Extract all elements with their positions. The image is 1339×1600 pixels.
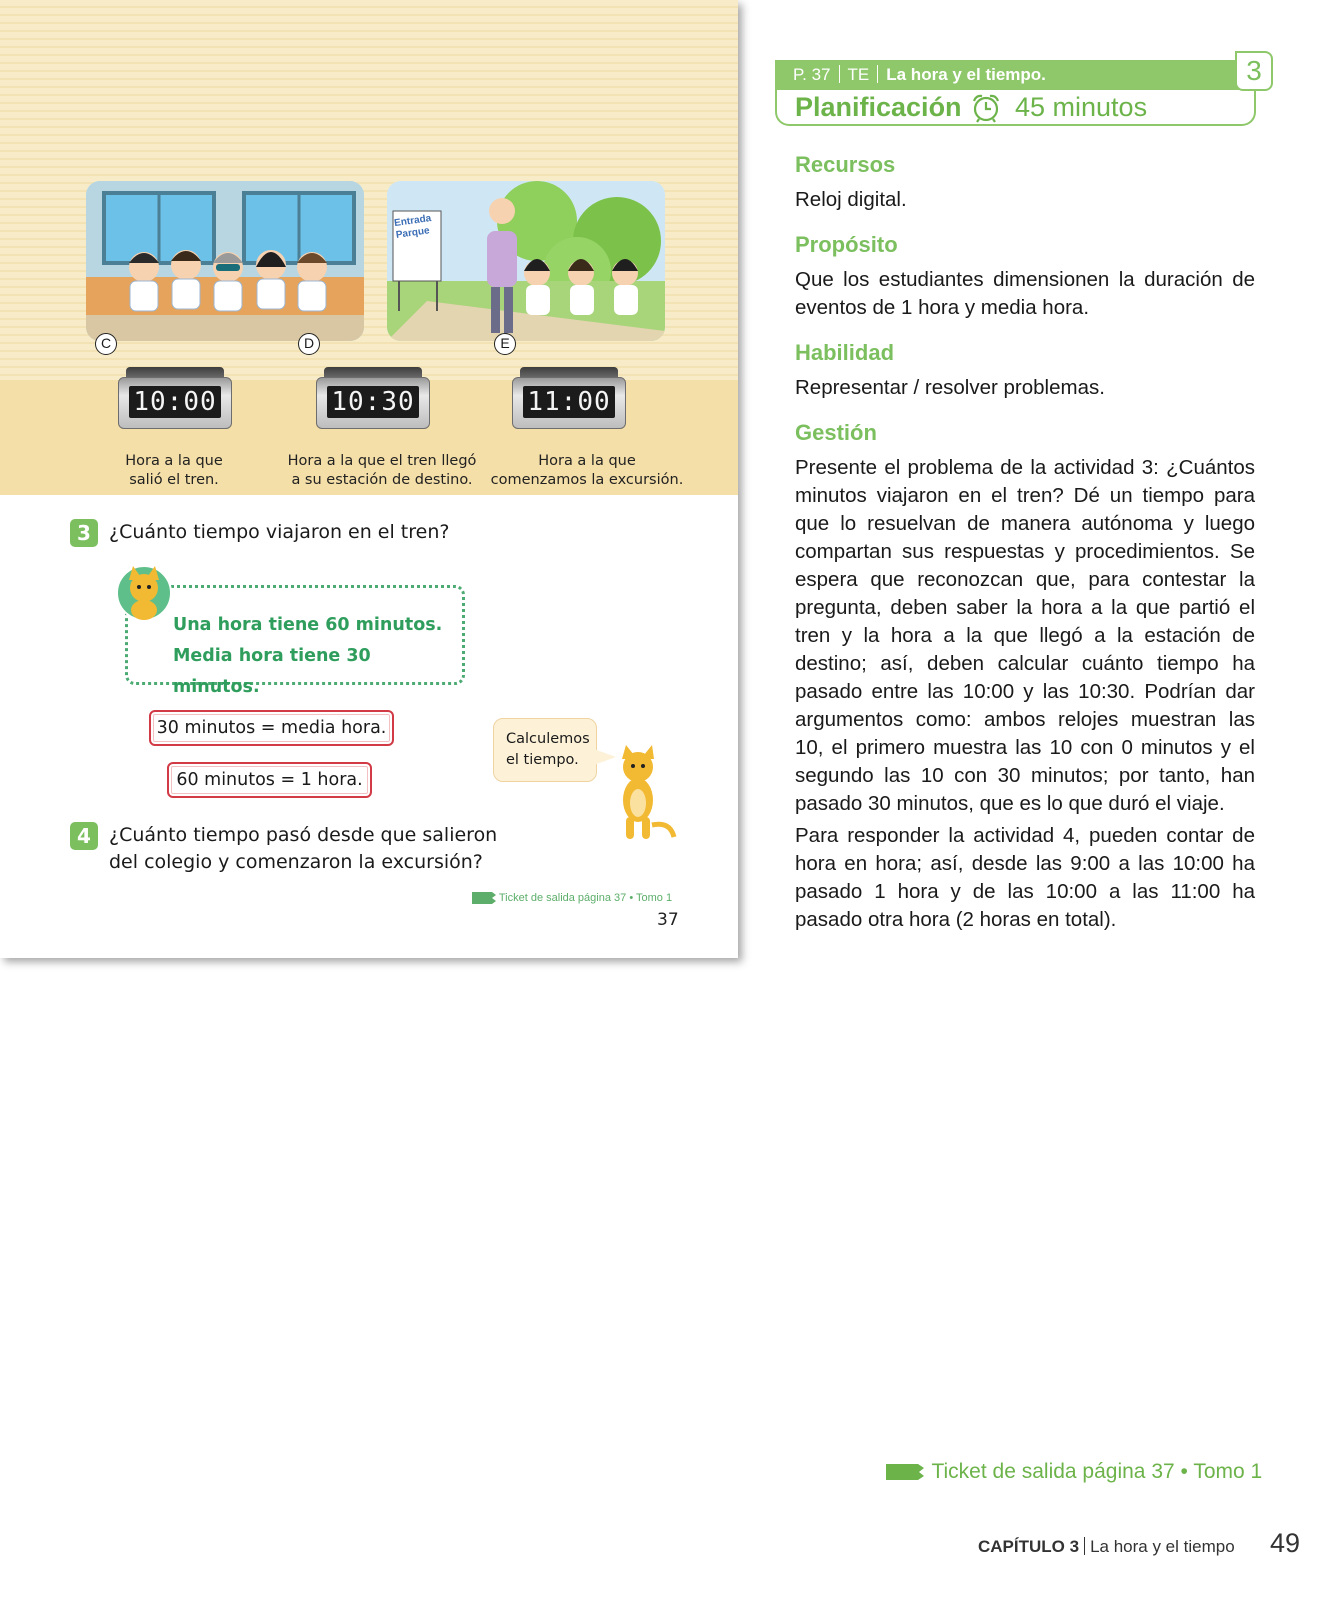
ticket-icon [886,1462,926,1482]
clock-display-e: 11:00 [523,386,615,418]
caption-line: a su estación de destino. [291,472,473,488]
lesson-header-bar [775,60,1240,90]
digital-clock-icon [512,367,626,429]
caption-line: Hora a la que el tren llegó [287,453,477,469]
question-4-text [109,822,509,876]
header-divider [839,65,840,83]
tip-line-2: Media hora tiene 30 minutos. [173,646,371,697]
exit-ticket-reference [472,892,672,904]
section-body-gestion-paragraph-1: Presente el problema de la actividad 3: ¿Cuántos minutos viajaron en el tren? Dé un tiempo para que lo resuelvan de manera autónoma y luego compartan sus respuestas y procedimientos. Se espera que reconozcan que, para contestar la pregunta, deben saber la hora a la que partió el tren y la hora a la que llegó a la estación de destino; así, deben calcular cuánto tiempo ha pasado entre las 10:00 y las 10:30. Podrían dar argumentos como: ambos relojes muestran las 10, el primero muestra las 10 con 0 minutos y el segundo las 10 con 30 minutos; por tanto, han pasado 30 minutos, que es lo que duró el viaje. [795,456,1255,815]
page-footer [978,1537,1235,1557]
exit-ticket-text: Ticket de salida página 37 • Tomo 1 [931,1460,1263,1483]
clock-caption-e [487,452,687,490]
train-scene-illustration [86,181,364,341]
planning-duration: 45 minutos [1015,92,1148,122]
section-body-proposito: Que los estudiantes dimensionen la duración de eventos de 1 hora y media hora. [795,268,1255,319]
digital-clock-icon [118,367,232,429]
question-4-number: 4 [70,822,98,850]
section-body-habilidad: Representar / resolver problemas. [795,376,1105,399]
tip-box [125,585,465,697]
ticket-icon [472,892,496,904]
section-body-recursos: Reloj digital. [795,188,907,211]
exit-ticket-text: Ticket de salida página 37 • Tomo 1 [498,892,673,904]
train-scene-drawing [86,181,364,341]
footer-title: La hora y el tiempo [1090,1537,1235,1556]
speech-bubble [493,718,597,782]
question-3-text: ¿Cuánto tiempo viajaron en el tren? [109,521,450,543]
scene-label-c: C [95,333,117,355]
chapter-badge: 3 [1235,51,1273,91]
exit-ticket-reference [886,1460,1262,1484]
park-entrance-sign: Entrada Parque [393,212,432,241]
clock-display-c: 10:00 [129,386,221,418]
caption-line: comenzamos la excursión. [490,472,684,488]
section-title-recursos: Recursos [795,152,896,177]
question-3-number: 3 [70,519,98,547]
book-page-number: 37 [657,910,679,930]
footer-divider [1084,1537,1085,1555]
section-title-proposito: Propósito [795,232,898,257]
tip-line-1: Una hora tiene 60 minutos. [173,615,443,635]
header-title: La hora y el tiempo. [886,65,1046,84]
footer-chapter: CAPÍTULO 3 [978,1537,1080,1556]
caption-line: Hora a la que [538,453,636,469]
cat-mascot-icon [115,560,173,622]
student-book-page [0,0,738,958]
scene-label-d: D [298,333,320,355]
planning-title: Planificación [795,92,962,122]
alarm-clock-icon [970,93,1002,123]
scene-label-e: E [494,333,516,355]
equation-30-minutes: 30 minutos = media hora. [149,710,394,746]
question-4-line-2: del colegio y comenzaron la excursión? [109,851,483,873]
question-4-line-1: ¿Cuánto tiempo pasó desde que salieron [109,824,498,846]
clock-caption-d [282,452,482,490]
section-body-gestion-paragraph-2: Para responder la actividad 4, pueden contar de hora en hora; así, desde las 9:00 a las 10:00 ha pasado 1 hora y de las 10:00 a las 11:00 ha pasado otra hora (2 horas en total). [795,824,1255,931]
cat-mascot-icon [608,745,680,845]
header-divider [877,65,878,83]
caption-line: Hora a la que [125,453,223,469]
footer-page-number: 49 [1270,1528,1301,1558]
park-scene-illustration [387,181,665,341]
header-te: TE [847,65,870,84]
digital-clock-icon [316,367,430,429]
park-scene-drawing [387,181,665,341]
speech-line-2: el tiempo. [506,752,579,768]
section-title-gestion: Gestión [795,420,877,445]
equation-60-minutes: 60 minutos = 1 hora. [167,762,372,798]
section-title-habilidad: Habilidad [795,340,895,365]
clock-caption-c [100,452,248,490]
clock-display-d: 10:30 [327,386,419,418]
speech-line-1: Calculemos [506,731,590,747]
header-page: P. 37 [793,65,831,84]
caption-line: salió el tren. [129,472,219,488]
